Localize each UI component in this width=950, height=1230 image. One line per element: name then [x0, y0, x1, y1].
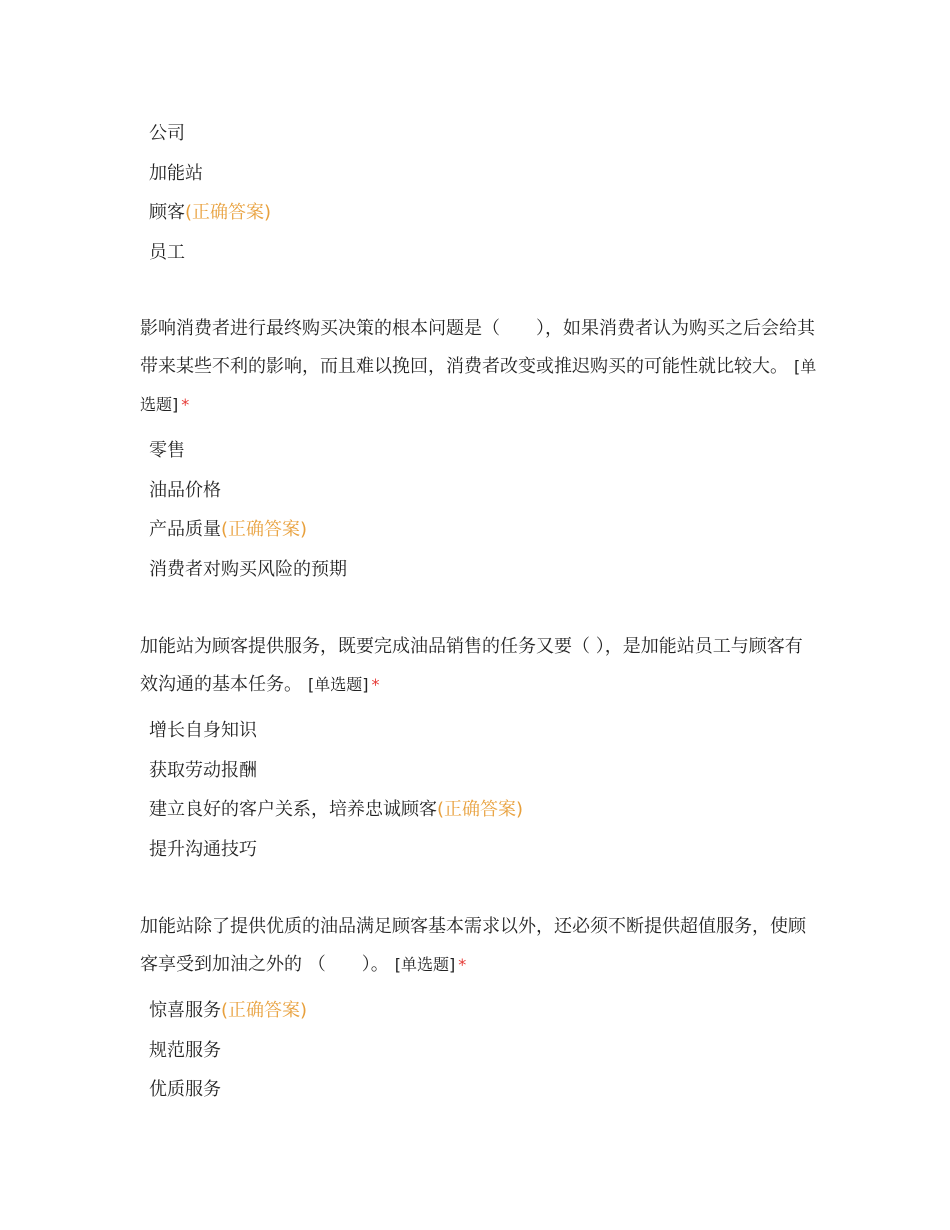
option-item[interactable]: 提升沟通技巧: [149, 838, 257, 860]
question-block-1: [140, 310, 820, 589]
option-item[interactable]: 规范服务: [149, 1039, 221, 1061]
correct-answer-tag: (正确答案): [221, 519, 308, 541]
option-item[interactable]: 增长自身知识: [149, 720, 257, 741]
question-block-2: [140, 628, 820, 869]
correct-answer-tag: (正确答案): [221, 1000, 308, 1021]
options-list-intro: [140, 114, 820, 272]
option-item[interactable]: 零售: [149, 440, 185, 461]
required-mark: *: [371, 675, 380, 694]
question-type-label: [单选题]: [394, 955, 456, 974]
option-item-correct[interactable]: 建立良好的客户关系，培养忠诚顾客(正确答案): [149, 799, 524, 821]
option-item-correct[interactable]: 顾客(正确答案): [149, 202, 272, 224]
correct-answer-tag: (正确答案): [437, 799, 524, 821]
option-item-correct[interactable]: 产品质量(正确答案): [149, 519, 308, 541]
correct-answer-tag: (正确答案): [185, 202, 272, 224]
option-item[interactable]: 消费者对购买风险的预期: [149, 558, 347, 580]
option-item-correct[interactable]: 惊喜服务(正确答案): [149, 1000, 308, 1021]
option-item[interactable]: 优质服务: [149, 1079, 221, 1101]
option-item[interactable]: 员工: [149, 241, 185, 263]
option-item[interactable]: 获取劳动报酬: [149, 759, 257, 781]
question-block-3: [140, 908, 820, 1110]
question-text: 加能站为顾客提供服务，既要完成油品销售的任务又要（ ），是加能站员工与顾客有效沟通的基本任务。 [单选题] *: [140, 636, 803, 695]
option-item[interactable]: 加能站: [149, 162, 203, 184]
required-mark: *: [458, 955, 467, 974]
required-mark: *: [181, 395, 190, 414]
question-text: 影响消费者进行最终购买决策的根本问题是（ ），如果消费者认为购买之后会给其带来某些不利的影响，而且难以挽回，消费者改变或推迟购买的可能性就比较大。 [单选题] *: [140, 318, 817, 414]
question-type-label: [单选题]: [140, 357, 817, 414]
option-item[interactable]: 公司: [149, 123, 185, 144]
option-item[interactable]: 油品价格: [149, 479, 221, 501]
question-type-label: [单选题]: [308, 675, 369, 694]
question-text: 加能站除了提供优质的油品满足顾客基本需求以外，还必须不断提供超值服务，使顾客享受到加油之外的 （ ）。 [单选题] *: [140, 916, 806, 975]
